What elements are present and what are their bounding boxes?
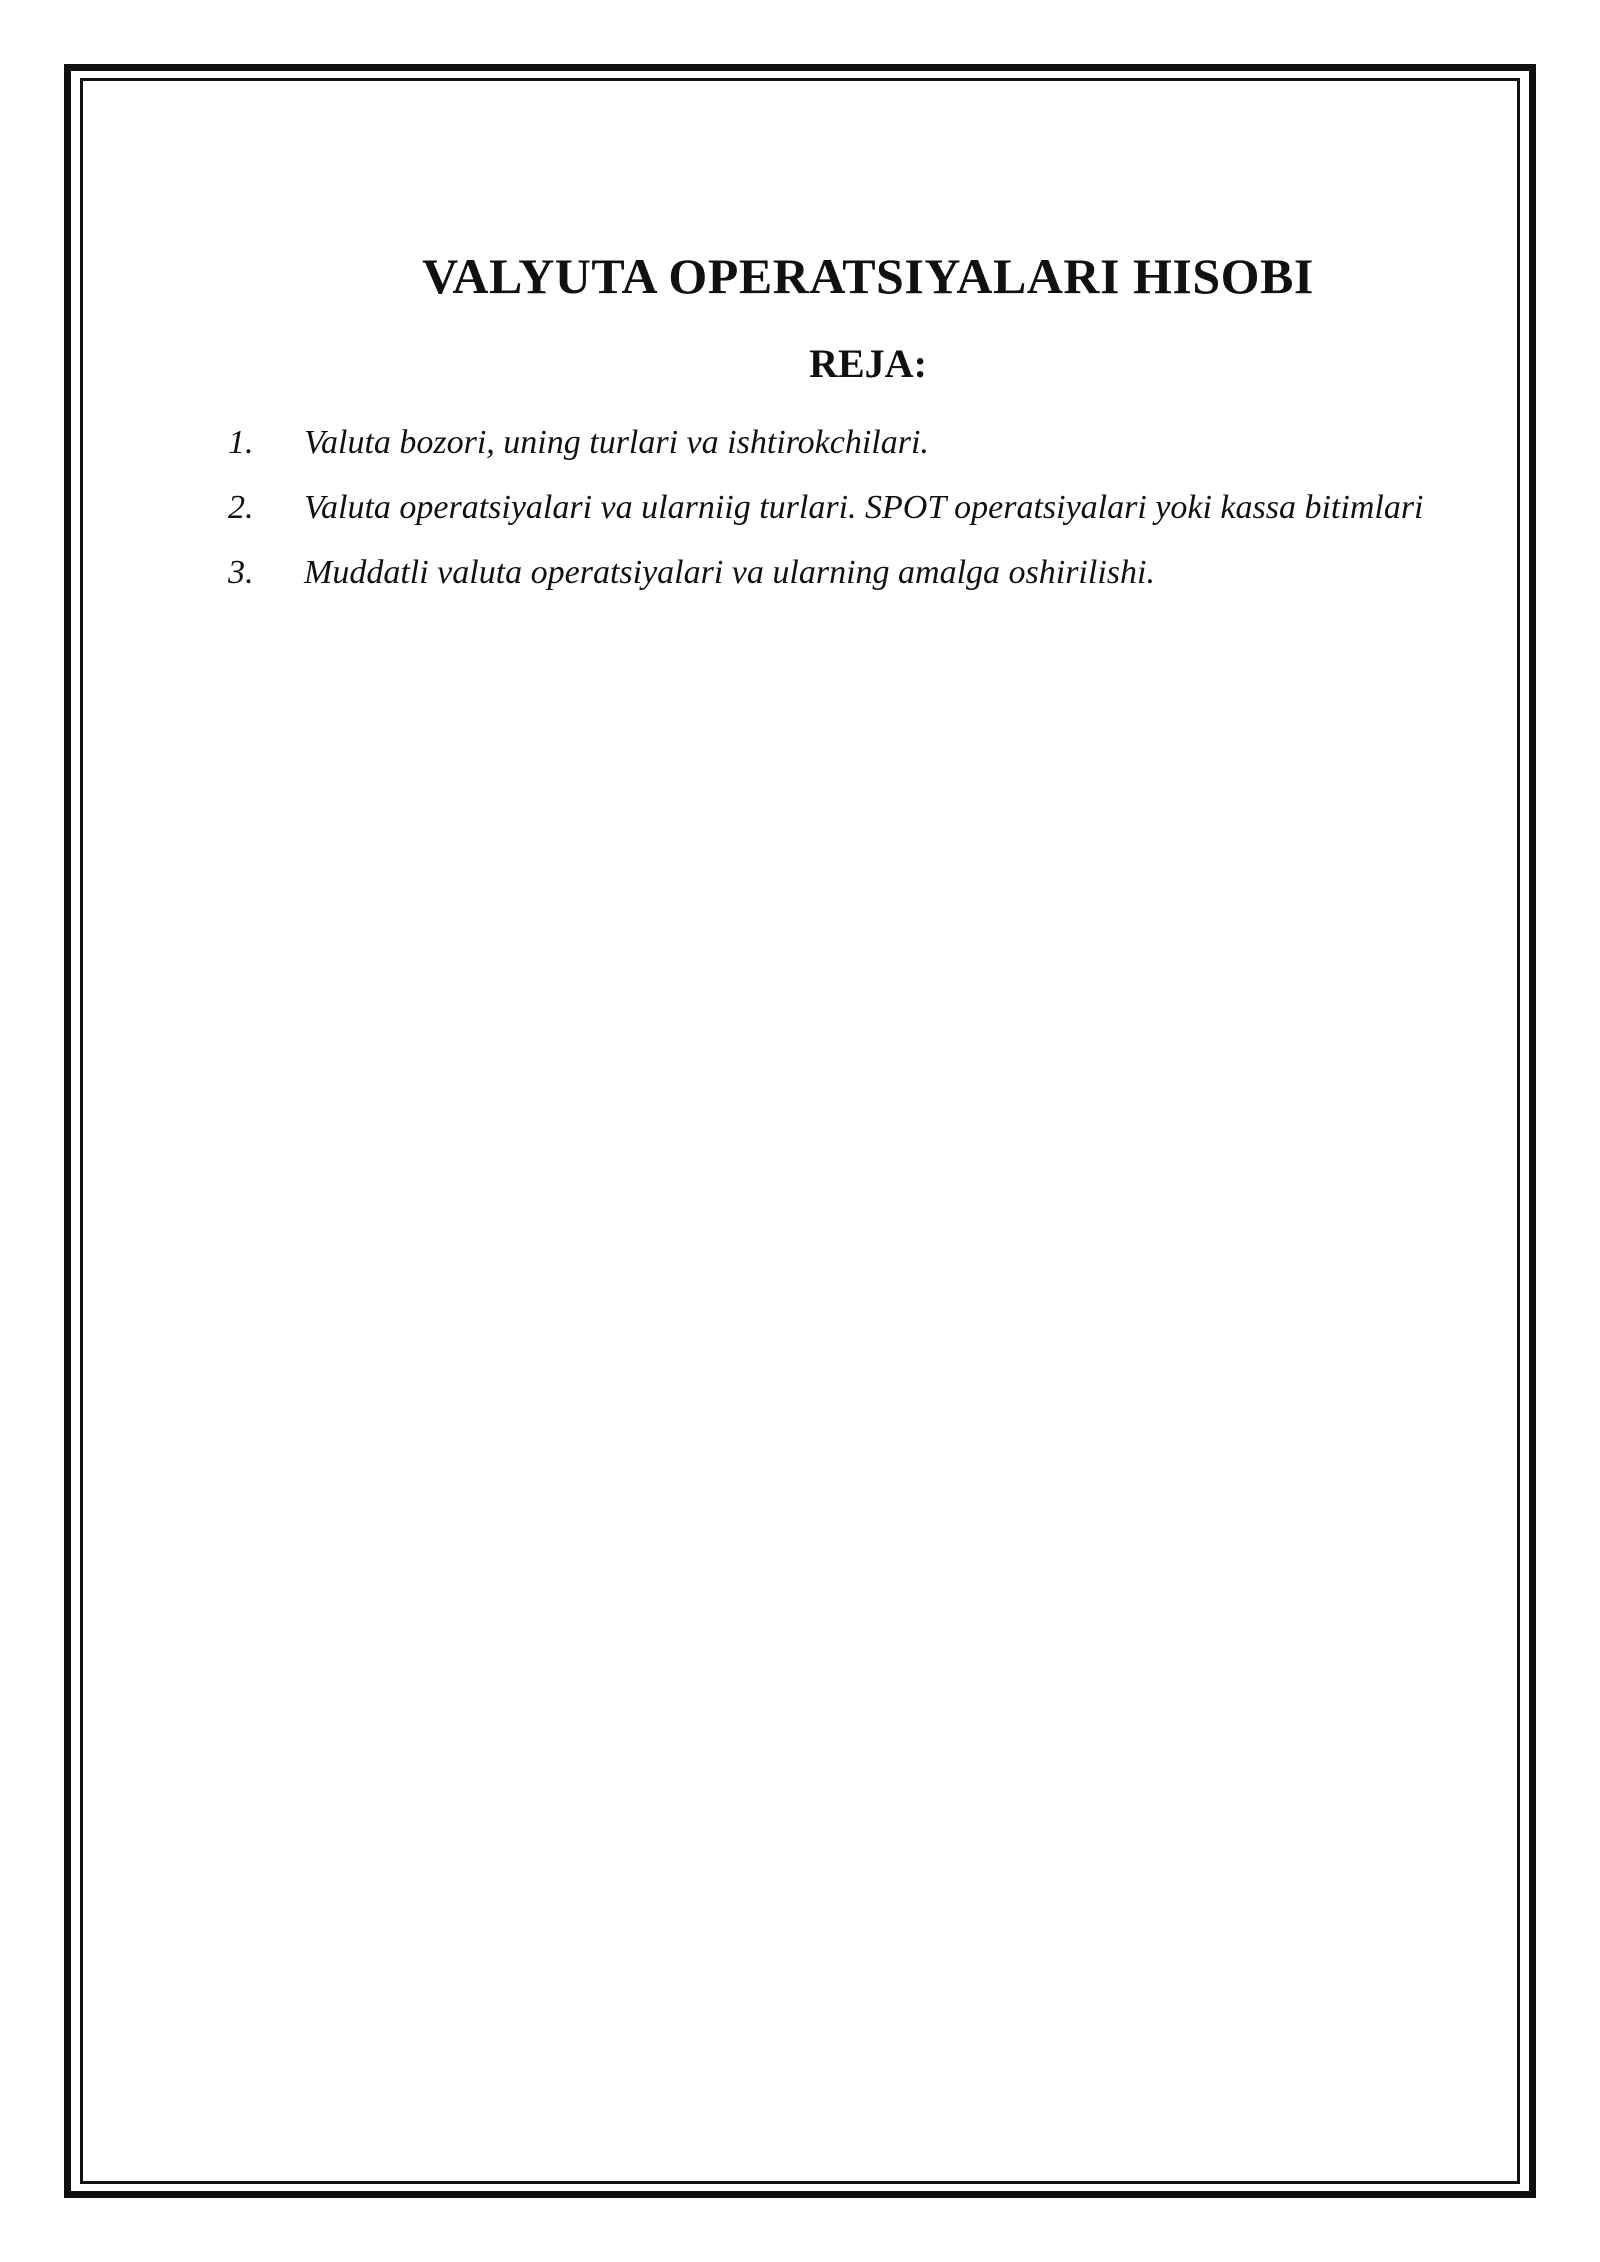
page-content (80, 78, 1520, 2184)
plan-item-text: Valuta operatsiyalari va ularniig turlari. SPOT operatsiyalari yoki kassa bitimlari (304, 489, 1424, 526)
plan-heading: REJA: (809, 341, 927, 386)
plan-list (228, 410, 1498, 605)
plan-item (228, 410, 1498, 475)
plan-item-text: Valuta bozori, uning turlari va ishtirokchilari. (304, 424, 929, 461)
plan-item-text: Muddatli valuta operatsiyalari va ularning amalga oshirilishi. (304, 554, 1155, 591)
plan-item-number: 3. (228, 554, 254, 591)
plan-item-number: 1. (228, 424, 254, 461)
plan-item (228, 540, 1498, 605)
plan-item (228, 475, 1498, 540)
document-title: VALYUTA OPERATSIYALARI HISOBI (422, 248, 1314, 304)
plan-item-number: 2. (228, 489, 254, 526)
